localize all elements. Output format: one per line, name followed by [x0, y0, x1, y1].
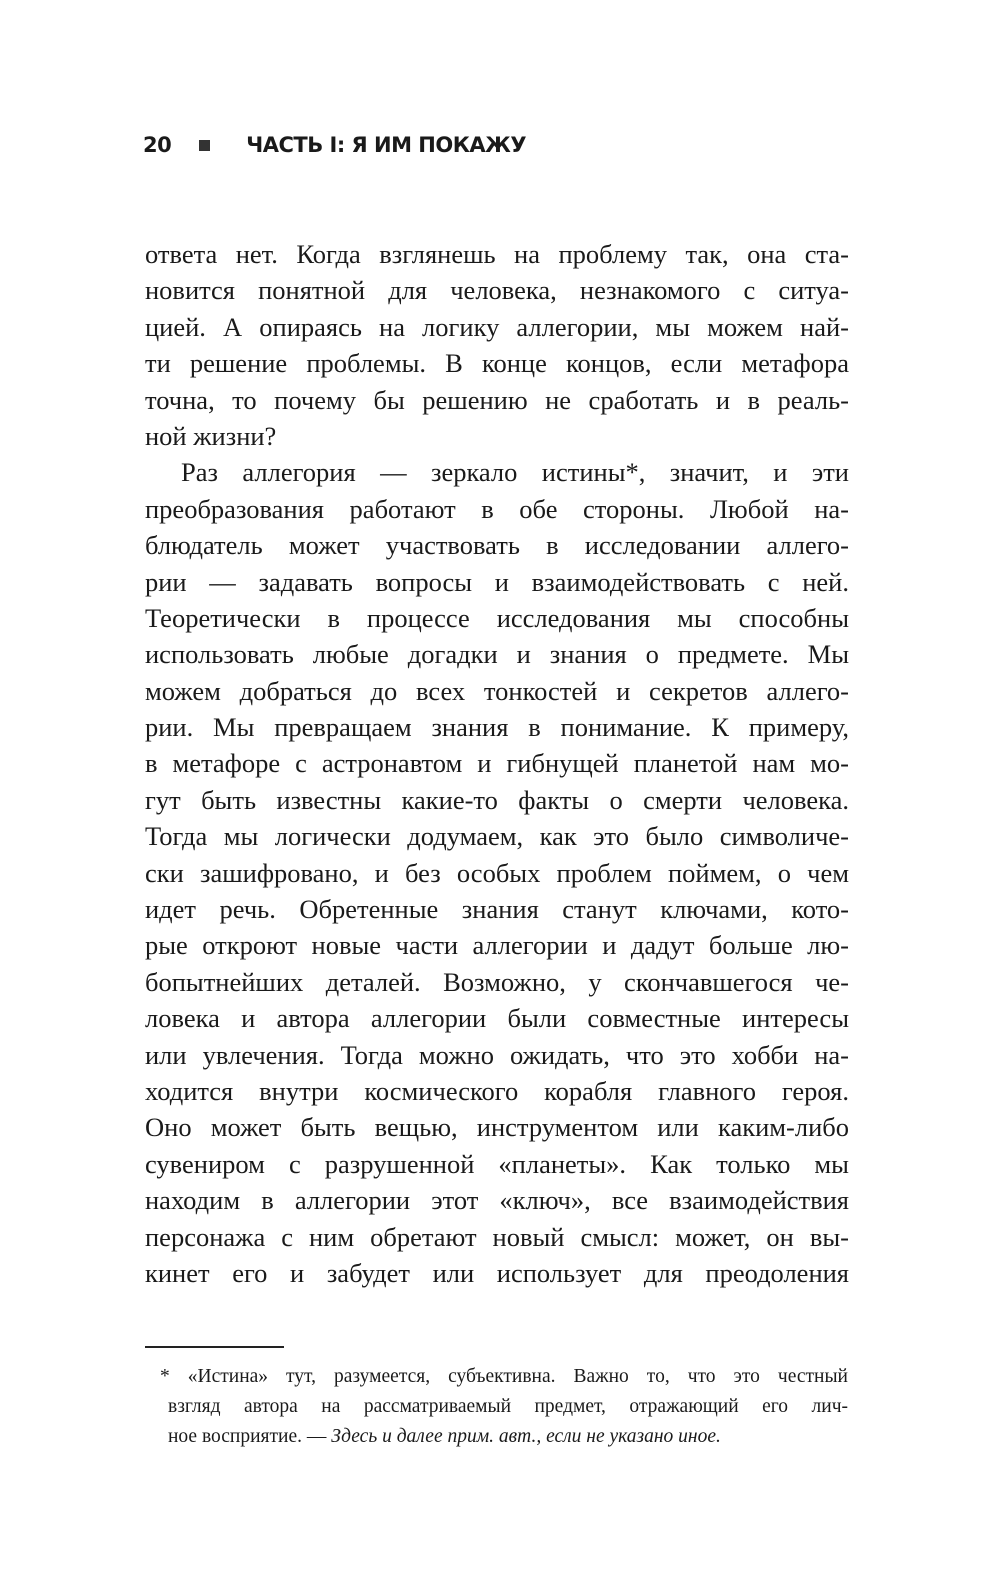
- text-line: кинет его и забудет или использует для преодоления: [145, 1257, 849, 1288]
- page-number: 20: [143, 133, 172, 157]
- text-line: использовать любые догадки и знания о предмете. Мы: [145, 639, 849, 670]
- text-line: Оно может быть вещью, инструментом или каким-либо: [145, 1112, 849, 1143]
- text-line: или увлечения. Тогда можно ожидать, что это хобби на-: [145, 1039, 849, 1070]
- footnote-attribution: Здесь и далее прим. авт., если не указано иное.: [331, 1426, 721, 1447]
- text-line: цией. А опираясь на логику аллегории, мы можем най-: [145, 311, 849, 342]
- text-line: рии — задавать вопросы и взаимодействовать с ней.: [145, 566, 849, 597]
- text-line: Раз аллегория — зеркало истины*, значит, и эти: [181, 457, 849, 488]
- text-line: блюдатель может участвовать в исследовании аллего-: [145, 530, 849, 561]
- text-line: ски зашифровано, и без особых проблем поймем, о чем: [145, 857, 849, 888]
- text-line: идет речь. Обретенные знания станут ключами, кото-: [145, 894, 849, 925]
- text-line: ловека и автора аллегории были совместные интересы: [145, 1003, 849, 1034]
- text-line: ной жизни?: [145, 420, 277, 451]
- footnote-text: ное восприятие. —: [168, 1426, 332, 1447]
- text-line: Тогда мы логически додумаем, как это было символиче-: [145, 821, 849, 852]
- running-header: [143, 133, 526, 157]
- text-line: новится понятной для человека, незнакомого с ситуа-: [145, 275, 849, 306]
- text-line: рии. Мы превращаем знания в понимание. К примеру,: [145, 712, 849, 743]
- text-line: сувениром с разрушенной «планеты». Как только мы: [145, 1148, 849, 1179]
- body-text: [145, 236, 849, 1291]
- text-line: точна, то почему бы решению не сработать и в реаль-: [145, 384, 849, 415]
- footnote-separator: [145, 1346, 284, 1348]
- square-bullet-icon: [199, 140, 210, 151]
- footnote-line: * «Истина» тут, разумеется, субъективна. Важно то, что это честный: [160, 1366, 848, 1387]
- text-line: ти решение проблемы. В конце концов, если метафора: [145, 348, 849, 379]
- text-line: персонажа с ним обретают новый смысл: может, он вы-: [145, 1221, 849, 1252]
- text-line: преобразования работают в обе стороны. Любой на-: [145, 493, 849, 524]
- text-line: находим в аллегории этот «ключ», все взаимодействия: [145, 1185, 849, 1216]
- text-line: рые откроют новые части аллегории и дадут больше лю-: [145, 930, 849, 961]
- text-line: Теоретически в процессе исследования мы способны: [145, 602, 849, 633]
- footnote: [160, 1362, 848, 1452]
- chapter-title: ЧАСТЬ I: Я ИМ ПОКАЖУ: [246, 133, 527, 157]
- footnote-line: [160, 1422, 848, 1452]
- text-line: в метафоре с астронавтом и гибнущей планетой нам мо-: [145, 748, 849, 779]
- text-line: гут быть известны какие-то факты о смерти человека.: [145, 784, 849, 815]
- text-line: ходится внутри космического корабля главного героя.: [145, 1075, 849, 1106]
- text-line: можем добраться до всех тонкостей и секретов аллего-: [145, 675, 849, 706]
- footnote-line: взгляд автора на рассматриваемый предмет, отражающий его лич-: [168, 1396, 848, 1417]
- text-line: ответа нет. Когда взглянешь на проблему так, она ста-: [145, 239, 849, 269]
- text-line: бопытнейших деталей. Возможно, у скончавшегося че-: [145, 966, 849, 997]
